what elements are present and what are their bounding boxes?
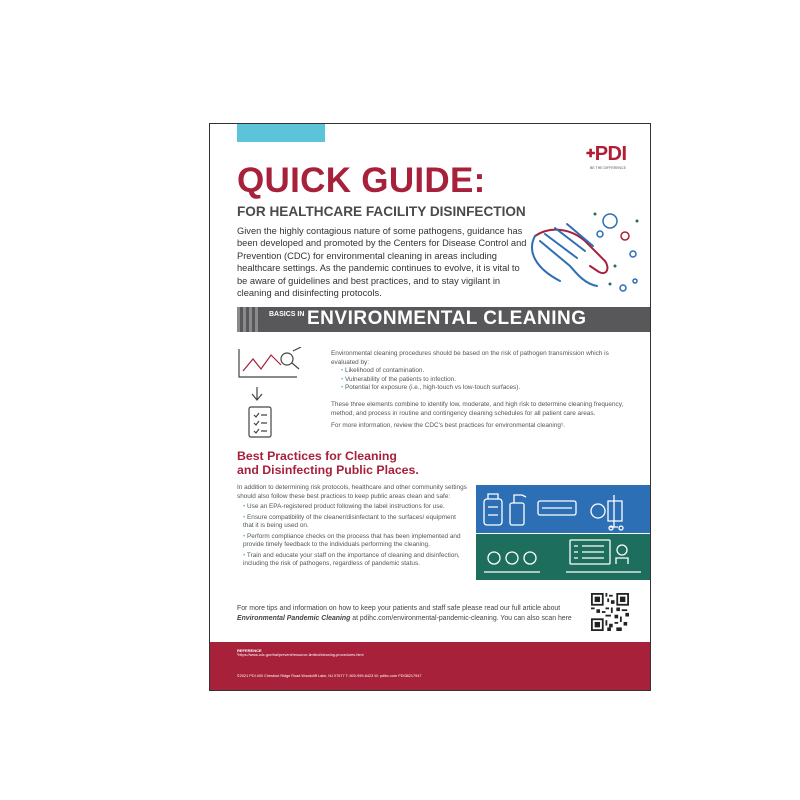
env-bullets	[331, 367, 631, 393]
bp-bullets	[237, 503, 467, 569]
env-lead: Environmental cleaning procedures should be based on the risk of pathogen transmission which is evaluated by:	[331, 350, 609, 366]
bp-bullet: • Use an EPA-registered product following the label instructions for use.	[243, 503, 467, 512]
logo-tagline: BE THE DIFFERENCE	[590, 166, 626, 170]
bp-bullet: • Ensure compatibility of the cleaner/disinfectant to the surfaces/ equipment that it is being used on.	[243, 514, 467, 531]
intro-paragraph: Given the highly contagious nature of some pathogens, guidance has been developed and promoted by the Centers for Disease Control and Prevention (CDC) for environmental cleaning in areas including healthcare settings. As the pandemic continues to evolve, it is vital to be aware of guidelines and best practices, and to stay vigilant in cleaning and disinfecting protocols.	[237, 226, 527, 299]
band-stripes	[237, 307, 259, 332]
cleaning-supplies-panel	[476, 485, 651, 533]
page-title: QUICK GUIDE:	[237, 161, 486, 200]
band-label-big: ENVIRONMENTAL CLEANING	[307, 308, 587, 329]
document-page	[209, 123, 651, 691]
article-link[interactable]: Environmental Pandemic Cleaning	[237, 614, 351, 622]
page-subtitle: FOR HEALTHCARE FACILITY DISINFECTION	[237, 204, 526, 219]
accent-bar	[237, 124, 325, 142]
env-bullet: • Potential for exposure (i.e., high-touch vs low-touch surfaces).	[341, 384, 631, 393]
env-bullet: • Vulnerability of the patients to infection.	[341, 376, 631, 385]
page-footer	[210, 642, 651, 691]
footer-contact: ©2021 PDI 400 Chestnut Ridge Road Woodcliff Lake, NJ 07677 T: 800-999-6423 W: pdihc.com PDI38217947	[237, 674, 422, 678]
environmental-text	[331, 350, 631, 431]
best-practices-heading: Best Practices for Cleaning and Disinfecting Public Places.	[237, 449, 419, 477]
best-practices-text	[237, 484, 467, 571]
logo-brand: PDI	[594, 143, 627, 165]
plus-icon: ✚	[586, 148, 595, 160]
qr-code-icon[interactable]	[591, 593, 629, 631]
hand-wiping-icon	[515, 206, 645, 301]
env-para2: These three elements combine to identify low, moderate, and high risk to determine cleaning frequency, method, and process in routine and contingency cleaning schedules for all patient care areas.	[331, 400, 624, 417]
reference-url[interactable]: ¹https://www.cdc.gov/hai/prevent/resource-limited/cleaning-procedures.html	[237, 653, 364, 657]
band-label-small: BASICS IN	[269, 311, 305, 318]
risk-chart-icon	[237, 347, 307, 442]
env-para3: For more information, review the CDC's best practices for environmental cleaning¹.	[331, 422, 565, 430]
env-bullet: • Likelihood of contamination.	[341, 367, 631, 376]
bp-lead: In addition to determining risk protocols, healthcare and other community settings should also follow these best practices to keep public areas clean and safe:	[237, 484, 467, 500]
more-info-text: For more tips and information on how to keep your patients and staff safe please read our full article about Environmental Pandemic Cleaning at pdihc.com/environmental-pandemic-cleaning. You can also scan here	[237, 605, 572, 622]
bp-bullet: • Train and educate your staff on the importance of cleaning and disinfection, including the risk of pathogens, regardless of pandemic status.	[243, 552, 467, 569]
section-band	[237, 307, 651, 332]
reference-label: REFERENCE	[237, 648, 262, 653]
bp-bullet: • Perform compliance checks on the process that has been implemented and provide timely feedback to the individuals performing the cleaning.	[243, 533, 467, 550]
pdi-logo	[586, 144, 636, 174]
training-room-panel	[476, 534, 651, 580]
